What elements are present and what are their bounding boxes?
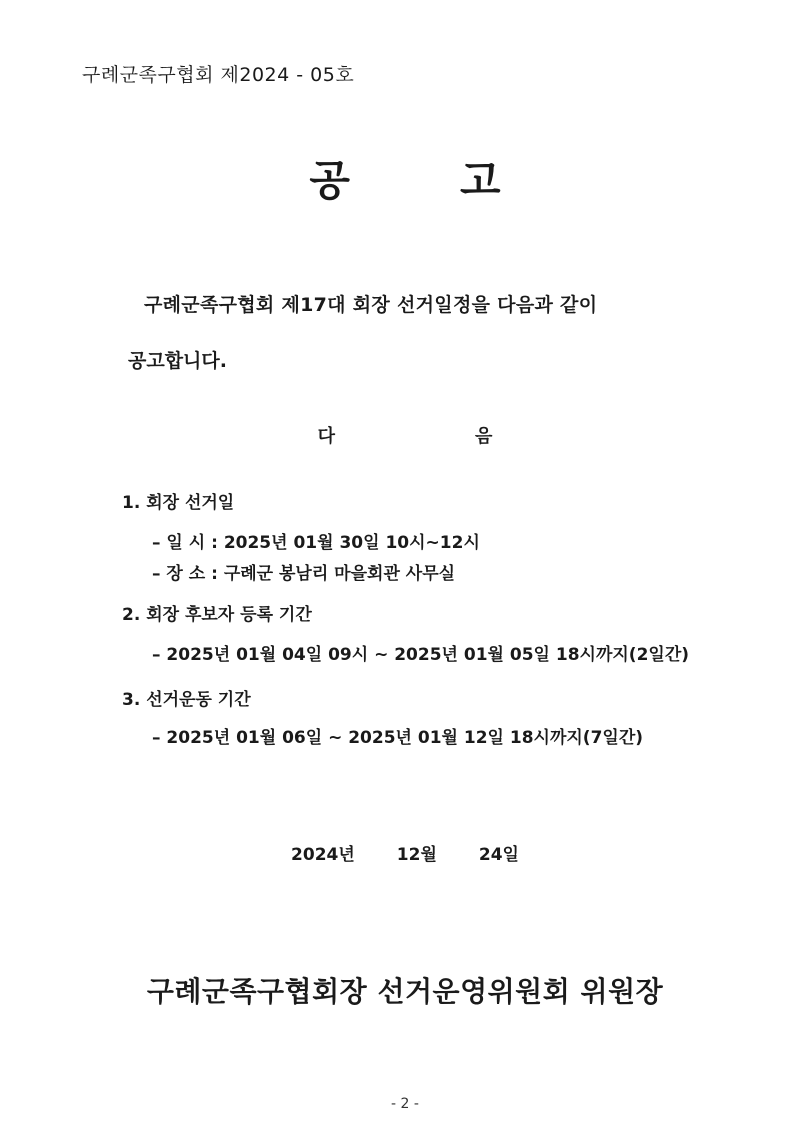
title-char-2: 고: [460, 156, 501, 205]
section-1-location: – 장 소 : 구례군 봉남리 마을회관 사무실: [152, 564, 456, 584]
issue-date: [0, 840, 810, 865]
section-1-title: 1. 회장 선거일: [122, 493, 235, 513]
section-heading: [0, 422, 810, 448]
intro-line-2: 공고합니다.: [128, 350, 227, 372]
heading-char-2: 음: [475, 426, 493, 447]
intro-line-1: 구례군족구협회 제17대 회장 선거일정을 다음과 같이: [144, 294, 598, 316]
document-number: 구례군족구협회 제2024 - 05호: [82, 64, 355, 86]
section-2-period: – 2025년 01월 04일 09시 ~ 2025년 01월 05일 18시까지(2일간): [152, 645, 690, 665]
document-title: [0, 148, 810, 208]
signature-line: 구례군족구협회장 선거운영위원회 위원장: [146, 975, 664, 1008]
heading-char-1: 다: [317, 426, 335, 447]
section-2-title: 2. 회장 후보자 등록 기간: [122, 605, 312, 625]
title-char-1: 공: [309, 156, 350, 205]
section-3-title: 3. 선거운동 기간: [122, 690, 251, 710]
date-day: 24일: [478, 845, 519, 865]
section-3-period: – 2025년 01월 06일 ~ 2025년 01월 12일 18시까지(7일간): [152, 728, 644, 748]
section-1-datetime: – 일 시 : 2025년 01월 30일 10시~12시: [152, 533, 480, 553]
page-number: - 2 -: [391, 1096, 419, 1112]
date-year: 2024년: [291, 845, 355, 865]
date-month: 12월: [396, 845, 437, 865]
